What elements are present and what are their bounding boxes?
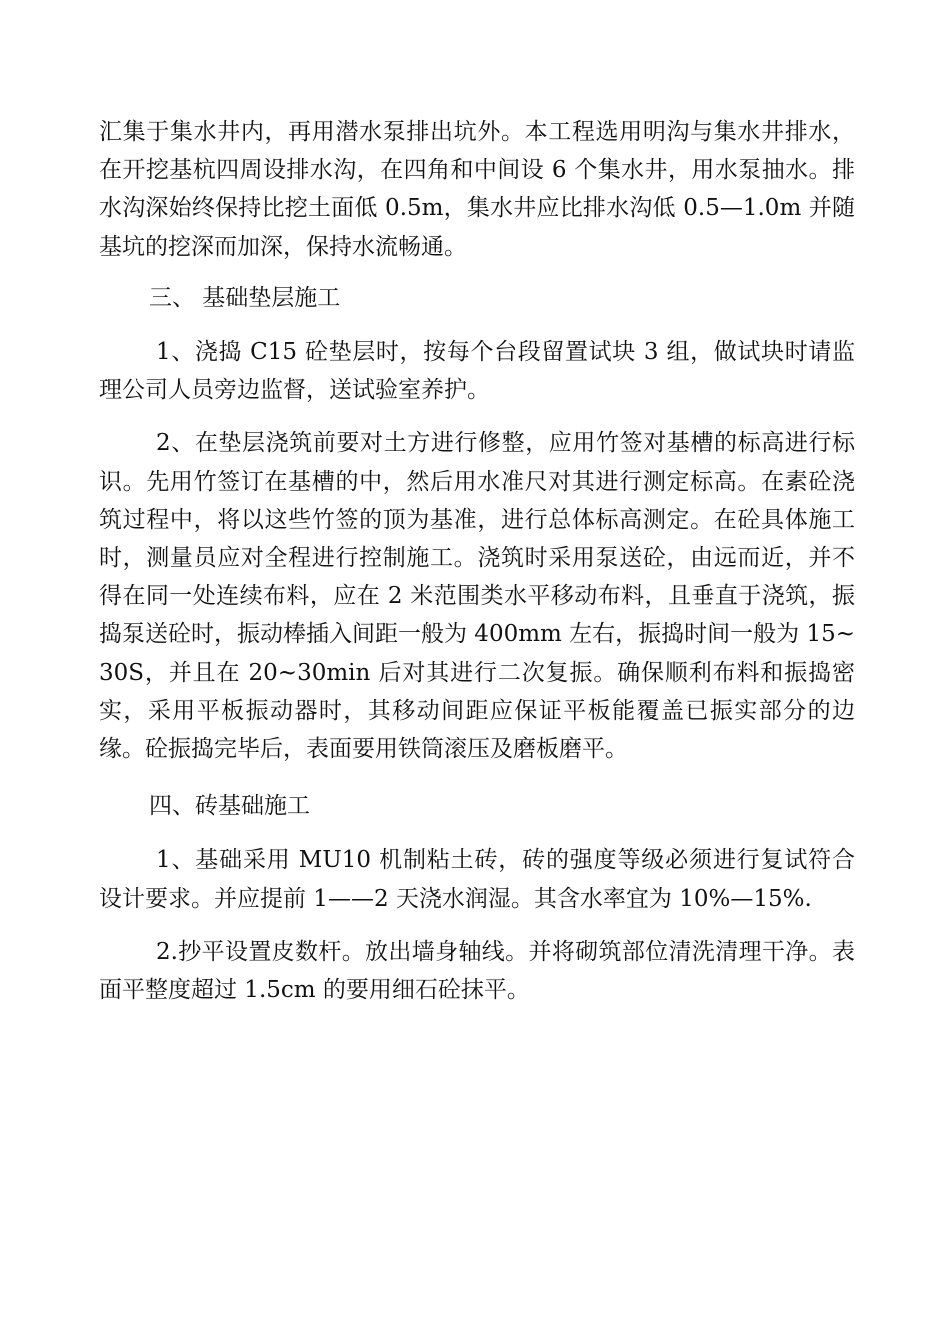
document-body — [99, 113, 855, 1024]
paragraph-4-1: 1、基础采用 MU10 机制粘土砖，砖的强度等级必须进行复试符合设计要求。并应提前 1——2 天浇水润湿。其含水率宜为 10%—15%. — [99, 847, 855, 912]
heading-section-4: 四、砖基础施工 — [149, 793, 310, 820]
paragraph-4-2: 2.抄平设置皮数杆。放出墙身轴线。并将砌筑部位清洗清理干净。表面平整度超过 1.5cm 的要用细石砼抹平。 — [99, 938, 855, 1004]
paragraph-3-2: 2、在垫层浇筑前要对土方进行修整，应用竹签对基槽的标高进行标识。先用竹签订在基槽的中，然后用水准尺对其进行测定标高。在素砼浇筑过程中，将以这些竹签的顶为基准，进行总体标高测定。在砼具体施工时，测量员应对全程进行控制施工。浇筑时采用泵送砼，由远而近，并不得在同一处连续布料，应在 2 米范围类水平移动布料，且垂直于浇筑，振捣泵送砼时，振动棒插入间距一般为 400mm 左右，振捣时间一般为 15~30S，并且在 20~30min 后对其进行二次复振。确保顺利布料和振捣密实，采用平板振动器时，其移动间距应保证平板能覆盖已振实部分的边缘。砼振捣完毕后，表面要用铁筒滚压及磨板磨平。 — [99, 430, 855, 763]
paragraph-drainage: 汇集于集水井内，再用潜水泵排出坑外。本工程选用明沟与集水井排水，在开挖基杭四周设排水沟，在四角和中间设 6 个集水井，用水泵抽水。排水沟深始终保持比挖土面低 0.5m，集水井应比排水沟低 0.5—1.0m 并随基坑的挖深而加深，保持水流畅通。 — [99, 119, 855, 260]
heading-section-3: 三、 基础垫层施工 — [149, 284, 341, 311]
paragraph-3-1: 1、浇捣 C15 砼垫层时，按每个台段留置试块 3 组，做试块时请监理公司人员旁边监督，送试验室养护。 — [99, 339, 855, 404]
